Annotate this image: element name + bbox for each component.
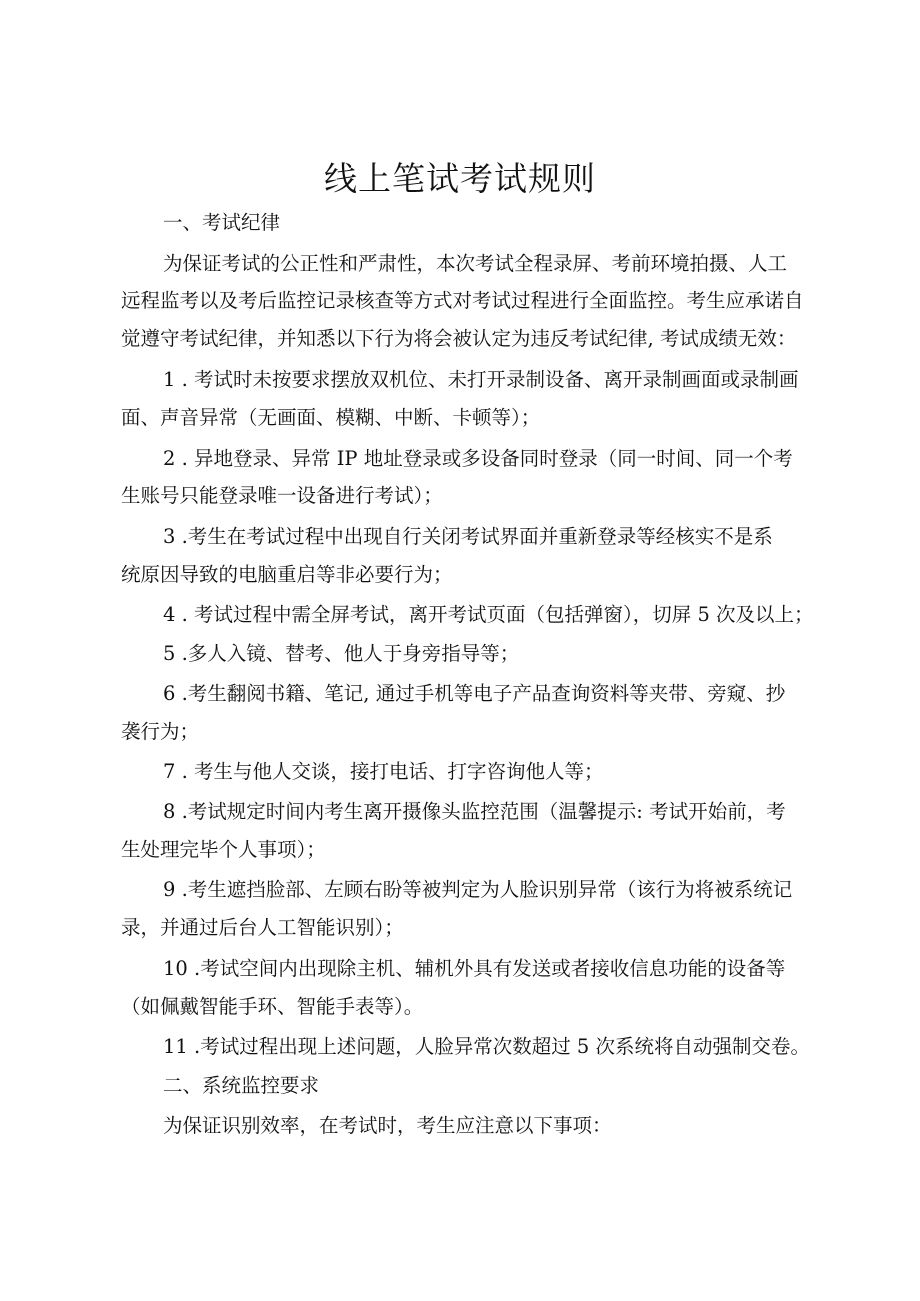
intro-line: 为保证考试的公正性和严肃性，本次考试全程录屏、考前环境拍摄、人工 (163, 252, 788, 275)
intro-line: 觉遵守考试纪律，并知悉以下行为将会被认定为违反考试纪律, 考试成绩无效： (121, 327, 797, 350)
document-title: 线上笔试考试规则 (324, 159, 596, 198)
section-heading-monitoring: 二、系统监控要求 (163, 1074, 320, 1097)
rule-item-10: 10 .考试空间内出现除主机、辅机外具有发送或者接收信息功能的设备等 (163, 957, 786, 980)
rule-item-11: 11 .考试过程出现上述问题，人脸异常次数超过 5 次系统将自动强制交卷。 (163, 1035, 811, 1058)
rule-item-1-continued: 面、声音异常（无画面、模糊、中断、卡顿等）； (121, 406, 541, 429)
rule-item-6: 6 .考生翻阅书籍、笔记, 通过手机等电子产品查询资料等夹带、旁窥、抄 (163, 682, 786, 705)
rule-item-6-continued: 袭行为； (121, 720, 200, 743)
rule-item-3-continued: 统原因导致的电脑重启等非必要行为； (121, 563, 453, 586)
rule-item-8-continued: 生处理完毕个人事项）； (121, 838, 326, 861)
rule-item-7: 7 . 考生与他人交谈，接打电话、打字咨询他人等； (163, 760, 604, 783)
rule-item-8: 8 .考试规定时间内考生离开摄像头监控范围（温馨提示: 考试开始前，考 (163, 800, 786, 823)
rule-item-5: 5 .多人入镜、替考、他人于身旁指导等； (163, 642, 520, 665)
section-heading-discipline: 一、考试纪律 (163, 211, 281, 234)
intro-line: 远程监考以及考后监控记录核查等方式对考试过程进行全面监控。考生应承诺自 (121, 289, 804, 312)
rule-item-2: 2 . 异地登录、异常 IP 地址登录或多设备同时登录（同一时间、同一个考 (163, 447, 793, 470)
rule-item-2-continued: 生账号只能登录唯一设备进行考试）； (121, 484, 443, 507)
rule-item-9: 9 .考生遮挡脸部、左顾右盼等被判定为人脸识别异常（该行为将被系统记 (163, 878, 793, 901)
rule-item-1: 1 . 考试时未按要求摆放双机位、未打开录制设备、离开录制画面或录制画 (163, 368, 799, 391)
intro-line: 为保证识别效率，在考试时，考生应注意以下事项： (163, 1114, 612, 1137)
rule-item-4: 4 . 考试过程中需全屏考试，离开考试页面（包括弹窗），切屏 5 次及以上； (163, 603, 814, 626)
rule-item-10-continued: （如佩戴智能手环、智能手表等）。 (121, 995, 424, 1018)
rule-item-3: 3 .考生在考试过程中出现自行关闭考试界面并重新登录等经核实不是系 (163, 525, 773, 548)
rule-item-9-continued: 录，并通过后台人工智能识别）； (121, 916, 404, 939)
